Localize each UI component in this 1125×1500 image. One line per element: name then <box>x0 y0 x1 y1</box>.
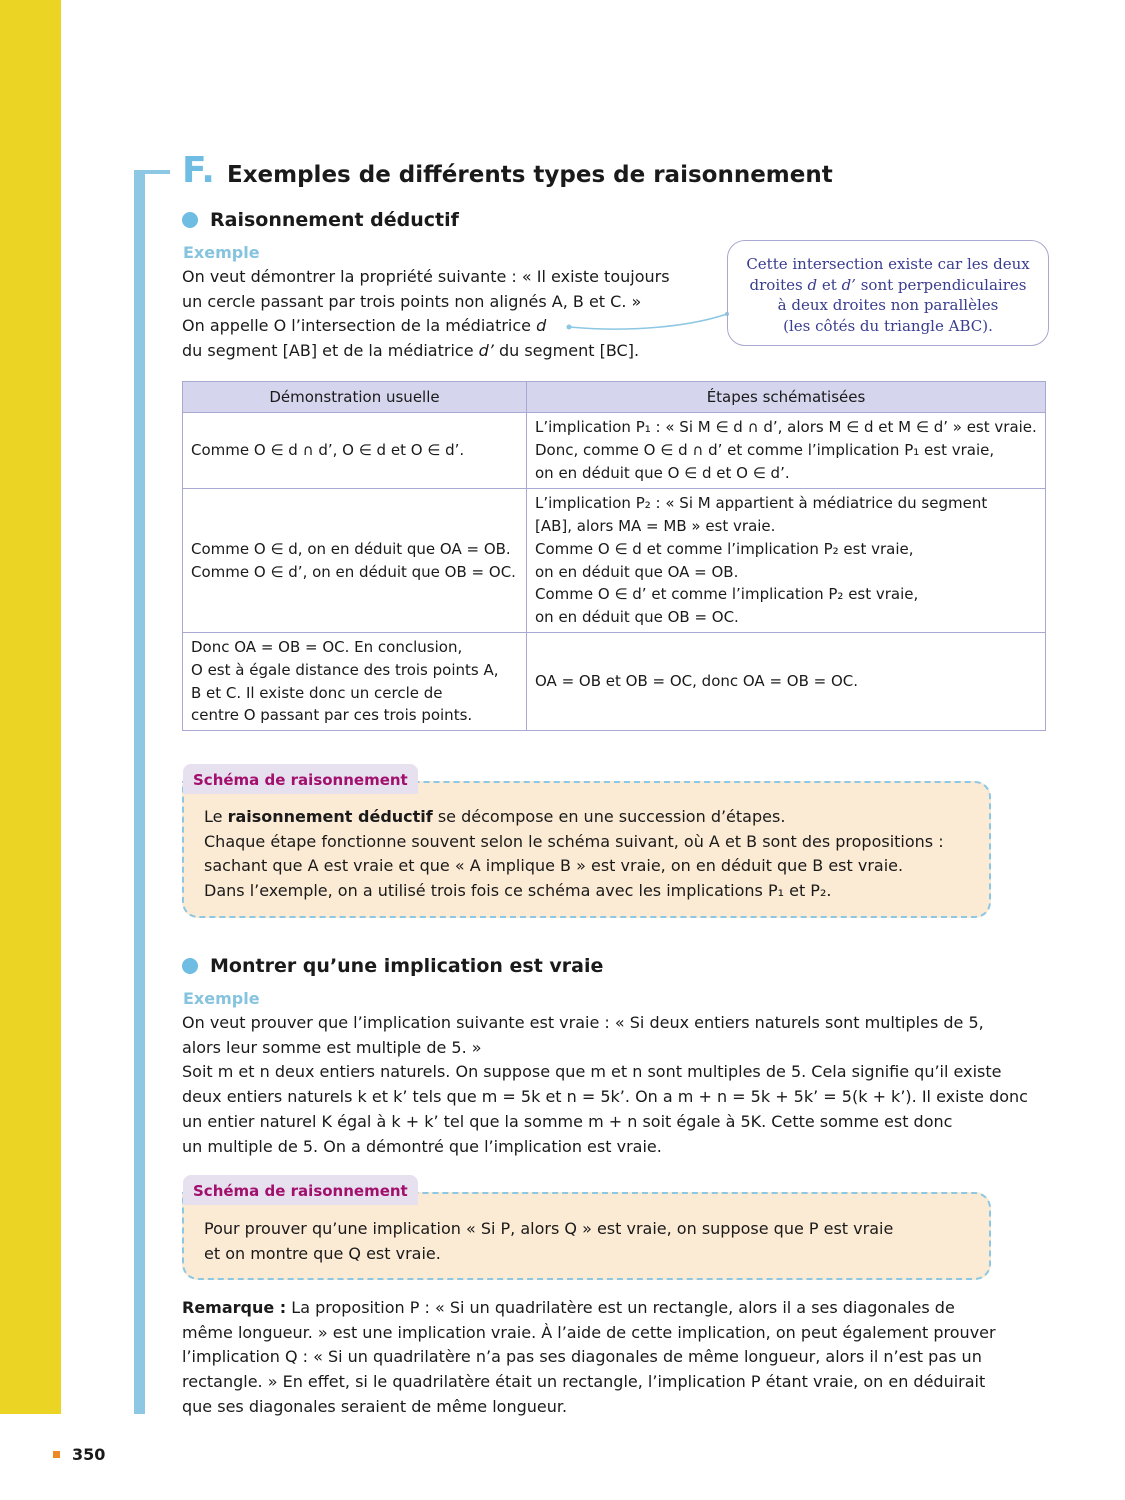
table-cell: Donc OA = OB = OC. En conclusion, O est à égale distance des trois points A, B et C. Il existe donc un cercle de centre O passant par ces trois points. <box>183 633 527 731</box>
section-rule-horizontal <box>134 170 170 174</box>
table-cell: Comme O ∈ d ∩ d’, O ∈ d et O ∈ d’. <box>183 413 527 489</box>
subheading-implication: Montrer qu’une implication est vraie <box>182 955 603 977</box>
section-rule-vertical <box>134 170 145 1414</box>
schema-box-deductif: Le raisonnement déductif se décompose en une succession d’étapes. Chaque étape fonctionne souvent selon le schéma suivant, où A et B sont des propositions : sachant que A est vraie et que « A implique B » est vraie, on en déduit que B est vraie. Dans l’exemple, on a utilisé trois fois ce schéma avec les implications P₁ et P₂. <box>182 781 991 918</box>
column-header: Étapes schématisées <box>527 382 1046 413</box>
square-marker-icon <box>53 1451 60 1458</box>
demonstration-table <box>182 381 1046 731</box>
table-cell: L’implication P₂ : « Si M appartient à médiatrice du segment [AB], alors MA = MB » est vraie. Comme O ∈ d et comme l’implication P₂ est vraie, on en déduit que OA = OB. Comme O ∈ d’ et comme l’implication P₂ est vraie, on en déduit que OB = OC. <box>527 489 1046 633</box>
callout-note: Cette intersection existe car les deux droites d et d’ sont perpendiculaires à deux droites non parallèles (les côtés du triangle ABC). <box>727 240 1049 346</box>
table-row <box>183 413 1046 489</box>
yellow-margin-band <box>0 0 61 1414</box>
exemple-label: Exemple <box>183 989 260 1008</box>
bullet-icon <box>182 212 198 228</box>
table-cell: OA = OB et OB = OC, donc OA = OB = OC. <box>527 633 1046 731</box>
section-title <box>182 150 833 191</box>
table-row <box>183 489 1046 633</box>
page-number: 350 <box>72 1445 106 1464</box>
page-footer <box>53 1445 105 1464</box>
section-heading: Exemples de différents types de raisonnement <box>226 162 833 188</box>
table-header-row <box>183 382 1046 413</box>
schema-box-implication: Pour prouver qu’une implication « Si P, alors Q » est vraie, on suppose que P est vraie et on montre que Q est vraie. <box>182 1192 991 1280</box>
deductif-intro: On veut démontrer la propriété suivante : « Il existe toujours un cercle passant par trois points non alignés A, B et C. » On appelle O l’intersection de la médiatrice d du segment [AB] et de la médiatrice d’ du segment [BC]. <box>182 267 670 361</box>
schema-tab: Schéma de raisonnement <box>183 764 418 794</box>
table-row <box>183 633 1046 731</box>
section-letter: F. <box>182 150 215 191</box>
remarque-paragraph: Remarque : La proposition P : « Si un quadrilatère est un rectangle, alors il a ses diagonales de même longueur. » est une implication vraie. À l’aide de cette implication, on peut également prouver l’implication Q : « Si un quadrilatère n’a pas ses diagonales de même longueur, alors il n’est pas un rectangle. » En effet, si le quadrilatère était un rectangle, l’implication P étant vraie, on en déduirait que ses diagonales seraient de même longueur. <box>182 1298 996 1416</box>
remarque-label: Remarque : <box>182 1298 287 1317</box>
callout-connector <box>565 308 730 332</box>
table-cell: Comme O ∈ d, on en déduit que OA = OB. Comme O ∈ d’, on en déduit que OB = OC. <box>183 489 527 633</box>
schema-tab: Schéma de raisonnement <box>183 1175 418 1205</box>
table-cell: L’implication P₁ : « Si M ∈ d ∩ d’, alors M ∈ d et M ∈ d’ » est vraie. Donc, comme O ∈ d ∩ d’ et comme l’implication P₁ est vraie, on en déduit que O ∈ d et O ∈ d’. <box>527 413 1046 489</box>
bullet-icon <box>182 958 198 974</box>
column-header: Démonstration usuelle <box>183 382 527 413</box>
exemple-label: Exemple <box>183 243 260 262</box>
subheading-deductif: Raisonnement déductif <box>182 209 459 231</box>
implication-example: On veut prouver que l’implication suivante est vraie : « Si deux entiers naturels sont multiples de 5, alors leur somme est multiple de 5. » Soit m et n deux entiers naturels. On suppose que m et n sont multiples de 5. Cela signifie qu’il existe deux entiers naturels k et k’ tels que m = 5k et n = 5k’. On a m + n = 5k + 5k’ = 5(k + k’). Il existe donc un entier naturel K égal à k + k’ tel que la somme m + n soit égale à 5K. Cette somme est donc un multiple de 5. On a démontré que l’implication est vraie. <box>182 1013 1028 1156</box>
